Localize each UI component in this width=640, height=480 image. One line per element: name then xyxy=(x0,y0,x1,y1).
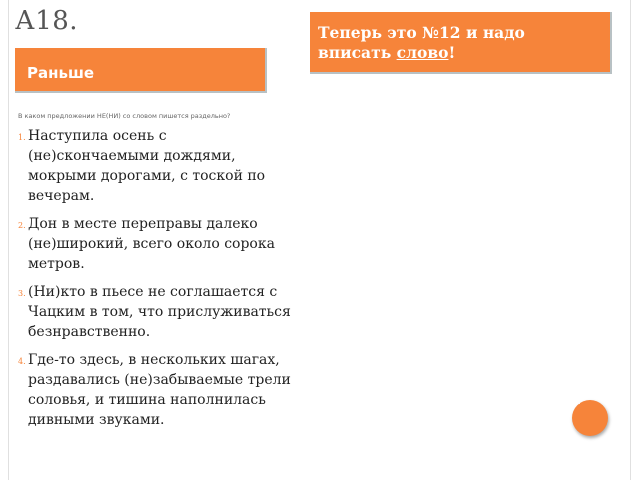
right-divider xyxy=(630,0,631,480)
option-number: 3. xyxy=(18,289,26,298)
options-list xyxy=(4,126,294,438)
option-item xyxy=(4,350,294,430)
now-note-box xyxy=(310,12,612,74)
option-text: Наступила осень с (не)скончаемыми дождями, мокрыми дорогами, с тоской по вечерам. xyxy=(28,128,266,204)
option-number: 1. xyxy=(18,133,26,142)
option-text: Дон в месте переправы далеко (не)широкий, всего около сорока метров. xyxy=(28,216,275,272)
option-number: 4. xyxy=(18,357,26,366)
question-text: В каком предложении НЕ(НИ) со словом пишется раздельно? xyxy=(18,112,231,120)
option-text: Где-то здесь, в нескольких шагах, раздавались (не)забываемые трели соловья, и тишина наполнилась дивными звуками. xyxy=(28,352,291,428)
option-number: 2. xyxy=(18,221,26,230)
next-circle-button[interactable] xyxy=(572,400,608,436)
before-label-box xyxy=(15,48,267,93)
before-label: Раньше xyxy=(27,64,95,82)
note-prefix: Теперь это №12 и надо вписать xyxy=(318,23,525,62)
option-item xyxy=(4,126,294,206)
circle-button-label: 1. xyxy=(574,398,581,406)
slide-title: А18. xyxy=(15,6,79,36)
option-item xyxy=(4,282,294,342)
option-text: (Ни)кто в пьесе не соглашается с Чацким в том, что прислуживаться безнравственно. xyxy=(28,284,291,340)
note-suffix: ! xyxy=(448,43,456,62)
option-item xyxy=(4,214,294,274)
note-word: слово xyxy=(396,43,449,62)
